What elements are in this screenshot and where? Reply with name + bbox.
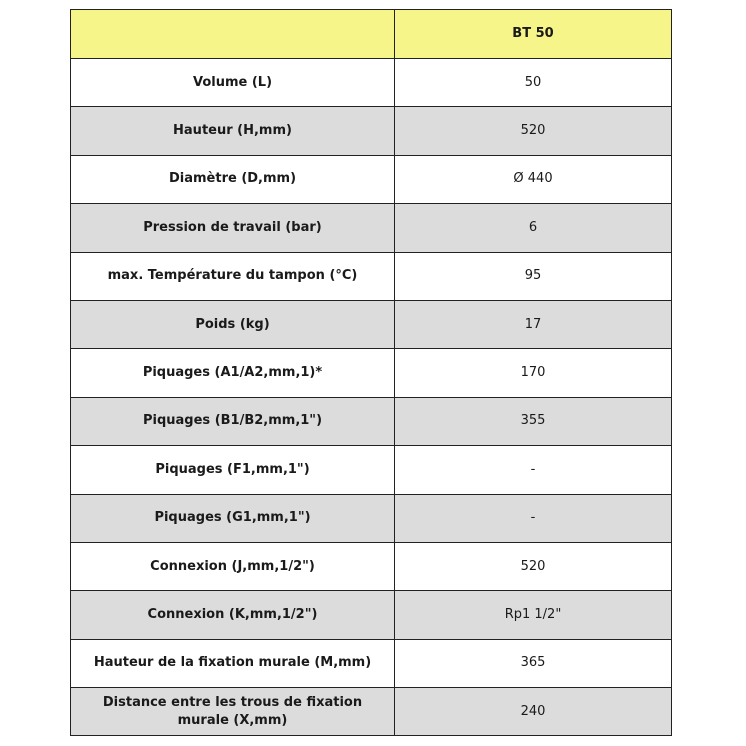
table-header-row [71, 10, 672, 59]
table-row-hauteur [71, 107, 672, 155]
spec-table-body [71, 10, 672, 736]
row-value: 50 [395, 59, 672, 107]
row-label: Diamètre (D,mm) [71, 155, 395, 203]
row-value: 95 [395, 252, 672, 300]
row-value: - [395, 446, 672, 494]
row-value: 6 [395, 204, 672, 252]
row-label: Volume (L) [71, 59, 395, 107]
row-label: Hauteur de la fixation murale (M,mm) [71, 639, 395, 687]
row-value: 520 [395, 542, 672, 590]
table-row-piquages-f [71, 446, 672, 494]
table-row-connexion-k [71, 591, 672, 639]
table-row-temperature [71, 252, 672, 300]
row-value: 355 [395, 397, 672, 445]
row-label: Piquages (B1/B2,mm,1") [71, 397, 395, 445]
table-row-diametre [71, 155, 672, 203]
row-value: 240 [395, 688, 672, 736]
table-row-piquages-a [71, 349, 672, 397]
row-value: 17 [395, 300, 672, 348]
row-value: 365 [395, 639, 672, 687]
table-row-piquages-g [71, 494, 672, 542]
row-label: Poids (kg) [71, 300, 395, 348]
row-label: Connexion (K,mm,1/2") [71, 591, 395, 639]
table-row-pression [71, 204, 672, 252]
table-row-connexion-j [71, 542, 672, 590]
row-label: Hauteur (H,mm) [71, 107, 395, 155]
table-row-hauteur-fixation [71, 639, 672, 687]
row-value: 170 [395, 349, 672, 397]
table-row-piquages-b [71, 397, 672, 445]
table-row-distance-fixation [71, 688, 672, 736]
row-value: Ø 440 [395, 155, 672, 203]
row-value: 520 [395, 107, 672, 155]
row-label: Connexion (J,mm,1/2") [71, 542, 395, 590]
row-label: Piquages (G1,mm,1") [71, 494, 395, 542]
row-label: max. Température du tampon (°C) [71, 252, 395, 300]
row-label: Distance entre les trous de fixation murale (X,mm) [71, 688, 395, 736]
spec-table [70, 9, 672, 736]
row-label: Piquages (F1,mm,1") [71, 446, 395, 494]
row-label: Piquages (A1/A2,mm,1)* [71, 349, 395, 397]
row-value: Rp1 1/2" [395, 591, 672, 639]
header-model-cell: BT 50 [395, 10, 672, 59]
table-row-volume [71, 59, 672, 107]
header-label-cell [71, 10, 395, 59]
row-value: - [395, 494, 672, 542]
row-label: Pression de travail (bar) [71, 204, 395, 252]
table-row-poids [71, 300, 672, 348]
